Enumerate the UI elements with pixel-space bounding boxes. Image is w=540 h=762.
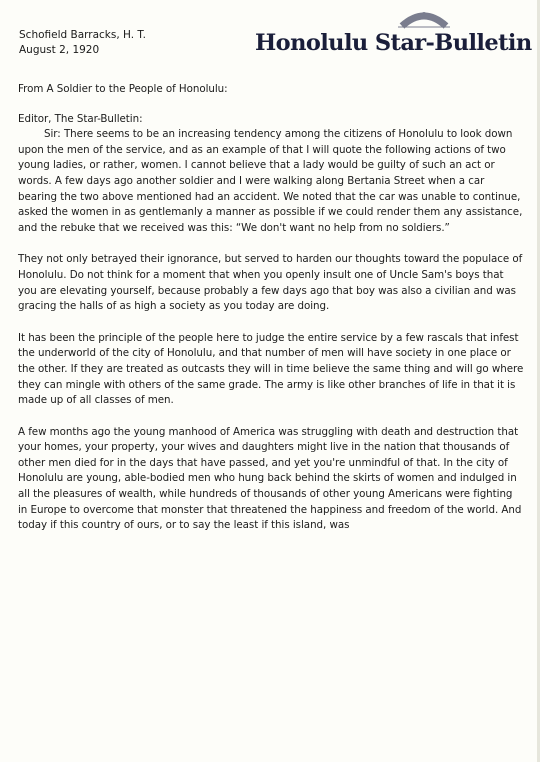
seal-icon [376, 5, 472, 29]
letter-heading: From A Soldier to the People of Honolulu: [18, 83, 228, 95]
dateline [19, 28, 146, 58]
letter-paragraph: Sir: There seems to be an increasing tendency among the citizens of Honolulu to look down upon the men of the service, and as an example of that I will quote the following actions of two young ladies, or rather, women. I cannot believe that a lady would be guilty of such an act or words. A few days ago another soldier and I were walking along Bertania Street when a car bearing the two above mentioned had an accident. We noted that the car was unable to continue, asked the women in as gentlemanly a manner as possible if we could render them any assistance, and the rebuke that we received was this: “We don't want no help from no soldiers.” [18, 128, 523, 234]
letter-paragraph: It has been the principle of the people here to judge the entire service by a few rascals that infest the underworld of the city of Honolulu, and that number of men will have society in one place or the other. If they are treated as outcasts they will in time believe the same thing and will go where they can mingle with others of the same grade. The army is like other branches of life in that it is made up of all classes of men. [18, 331, 524, 407]
letter-salutation: Editor, The Star-Bulletin: [18, 112, 143, 125]
dateline-place: Schofield Barracks, H. T. [19, 29, 146, 41]
letter-paragraph: A few months ago the young manhood of America was struggling with death and destruction that your homes, your property, your wives and daughters might live in the nation that thousands of other men died for in the days that have passed, and yet you're unmindful of that. In the city of Honolulu are young, able-bodied men who hung back behind the skirts of women and indulged in all the pleasures of wealth, while hundreds of thousands of other young Americans were fighting in Europe to overcome that monster that threatened the happiness and freedom of the world. And today if this country of ours, or to say the least if this island, was [18, 425, 522, 532]
letter-body [18, 82, 524, 550]
dateline-date: August 2, 1920 [19, 44, 100, 56]
letter-paragraph: They not only betrayed their ignorance, but served to harden our thoughts toward the populace of Honolulu. Do not think for a moment that when you openly insult one of Uncle Sam's boys that you are elevating yourself, because probably a few days ago that boy was also a civilian and was gracing the halls of as high a society as you today are doing. [18, 253, 523, 313]
masthead-title: Honolulu Star-Bulletin [255, 30, 532, 56]
